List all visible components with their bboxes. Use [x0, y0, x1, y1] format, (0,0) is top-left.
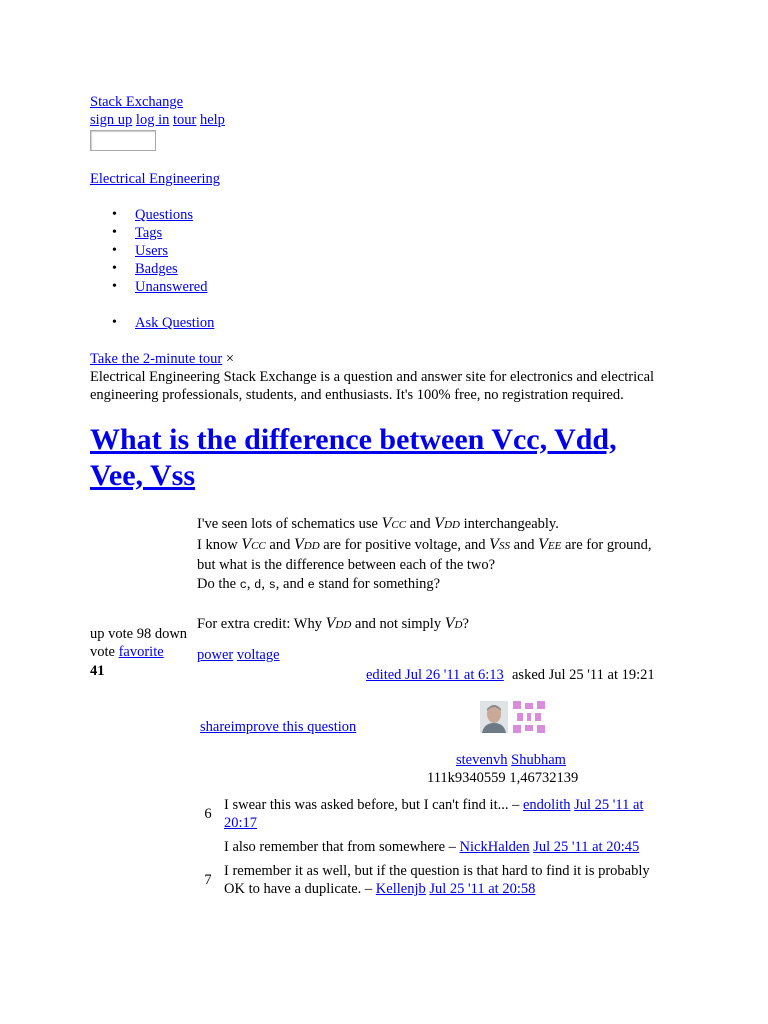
nav-item-tags — [90, 224, 207, 242]
favorite-link[interactable]: favorite — [118, 644, 164, 660]
nav-item-questions — [90, 206, 207, 224]
help-link[interactable]: help — [199, 112, 225, 128]
comment-text: I swear this was asked before, but I can't find it... – — [224, 797, 520, 813]
comment — [196, 796, 686, 832]
nav-badges-link[interactable]: Badges — [135, 261, 178, 277]
body-line-1: I've seen lots of schematics use VCC and VDD interchangeably. — [197, 515, 559, 532]
tour-link[interactable]: tour — [172, 112, 197, 128]
comment-user-link[interactable]: endolith — [522, 797, 571, 813]
log-in-link[interactable]: log in — [135, 112, 170, 128]
nav-item-users — [90, 242, 207, 260]
asked-date: asked Jul 25 '11 at 19:21 — [512, 667, 655, 683]
comment-user-link[interactable]: NickHalden — [459, 839, 530, 855]
topbar-links — [90, 111, 225, 129]
vote-text[interactable]: up vote 98 down vote — [90, 626, 188, 660]
comment-date-link[interactable]: Jul 25 '11 at 20:45 — [533, 839, 640, 855]
asker-avatar[interactable] — [513, 701, 545, 738]
editor-rep: 111k9340559 — [427, 770, 506, 786]
question-title[interactable]: What is the difference between Vcc, Vdd, Vee, Vss — [90, 423, 617, 492]
asker-rep: 1,46732139 — [509, 770, 579, 786]
nav-questions-link[interactable]: Questions — [135, 207, 193, 223]
site-description: Electrical Engineering Stack Exchange is a question and answer site for electronics and electrical engineering professionals, students, and enthusiasts. It's 100% free, no registration required. — [90, 369, 655, 403]
nav-unanswered-link[interactable]: Unanswered — [135, 279, 208, 295]
nav-item-ask — [90, 314, 214, 332]
comment-body — [224, 862, 674, 898]
nav-users-link[interactable]: Users — [135, 243, 169, 259]
comment-date-link[interactable]: Jul 25 '11 at 20:17 — [224, 797, 644, 831]
stack-exchange-link[interactable]: Stack Exchange — [90, 94, 184, 110]
vote-cell — [90, 625, 196, 661]
comment-user-link[interactable]: Kellenjb — [375, 881, 426, 897]
comment — [196, 838, 686, 856]
comment — [196, 862, 686, 898]
ask-question-link[interactable]: Ask Question — [135, 315, 215, 331]
comment-date-link[interactable]: Jul 25 '11 at 20:58 — [429, 881, 536, 897]
comment-score: 6 — [204, 806, 212, 822]
nav-item-unanswered — [90, 278, 207, 296]
search-input[interactable] — [90, 130, 156, 151]
close-icon[interactable]: × — [225, 351, 235, 367]
favorite-count: 41 — [90, 663, 105, 679]
user-reps — [427, 769, 578, 787]
ask-nav — [90, 314, 214, 332]
user-names — [456, 751, 566, 769]
comment-score: 7 — [204, 872, 212, 888]
site-title-link[interactable]: Electrical Engineering — [90, 171, 221, 187]
tour-link-2min[interactable]: Take the 2-minute tour — [90, 351, 223, 367]
comment-text: I also remember that from somewhere – — [224, 839, 456, 855]
comment-text: I remember it as well, but if the question is that hard to find it is probably OK to have a duplicate. – — [224, 863, 650, 897]
sign-up-link[interactable]: sign up — [90, 112, 133, 128]
main-nav — [90, 206, 207, 296]
body-line-3: but what is the difference between each of the two? — [197, 557, 496, 573]
tour-notice — [90, 350, 234, 368]
comment-body — [224, 838, 674, 856]
tags — [197, 646, 280, 664]
editor-name-link[interactable]: stevenvh — [456, 752, 508, 768]
comments — [196, 796, 686, 898]
editor-avatar[interactable] — [480, 701, 508, 733]
tag-voltage[interactable]: voltage — [236, 647, 280, 663]
asker-name-link[interactable]: Shubham — [511, 752, 566, 768]
share-improve-link[interactable]: shareimprove this question — [200, 719, 357, 735]
tag-power[interactable]: power — [197, 647, 234, 663]
nav-tags-link[interactable]: Tags — [135, 225, 163, 241]
nav-item-badges — [90, 260, 207, 278]
body-line-4: Do the c, d, s, and e stand for something? — [197, 576, 441, 592]
body-line-2: I know VCC and VDD are for positive voltage, and VSS and VEE are for ground, — [197, 536, 652, 553]
question-body — [197, 514, 697, 635]
edited-link[interactable]: edited Jul 26 '11 at 6:13 — [366, 667, 504, 683]
body-line-5: For extra credit: Why VDD and not simply VD? — [197, 615, 469, 632]
comment-body — [224, 796, 674, 832]
